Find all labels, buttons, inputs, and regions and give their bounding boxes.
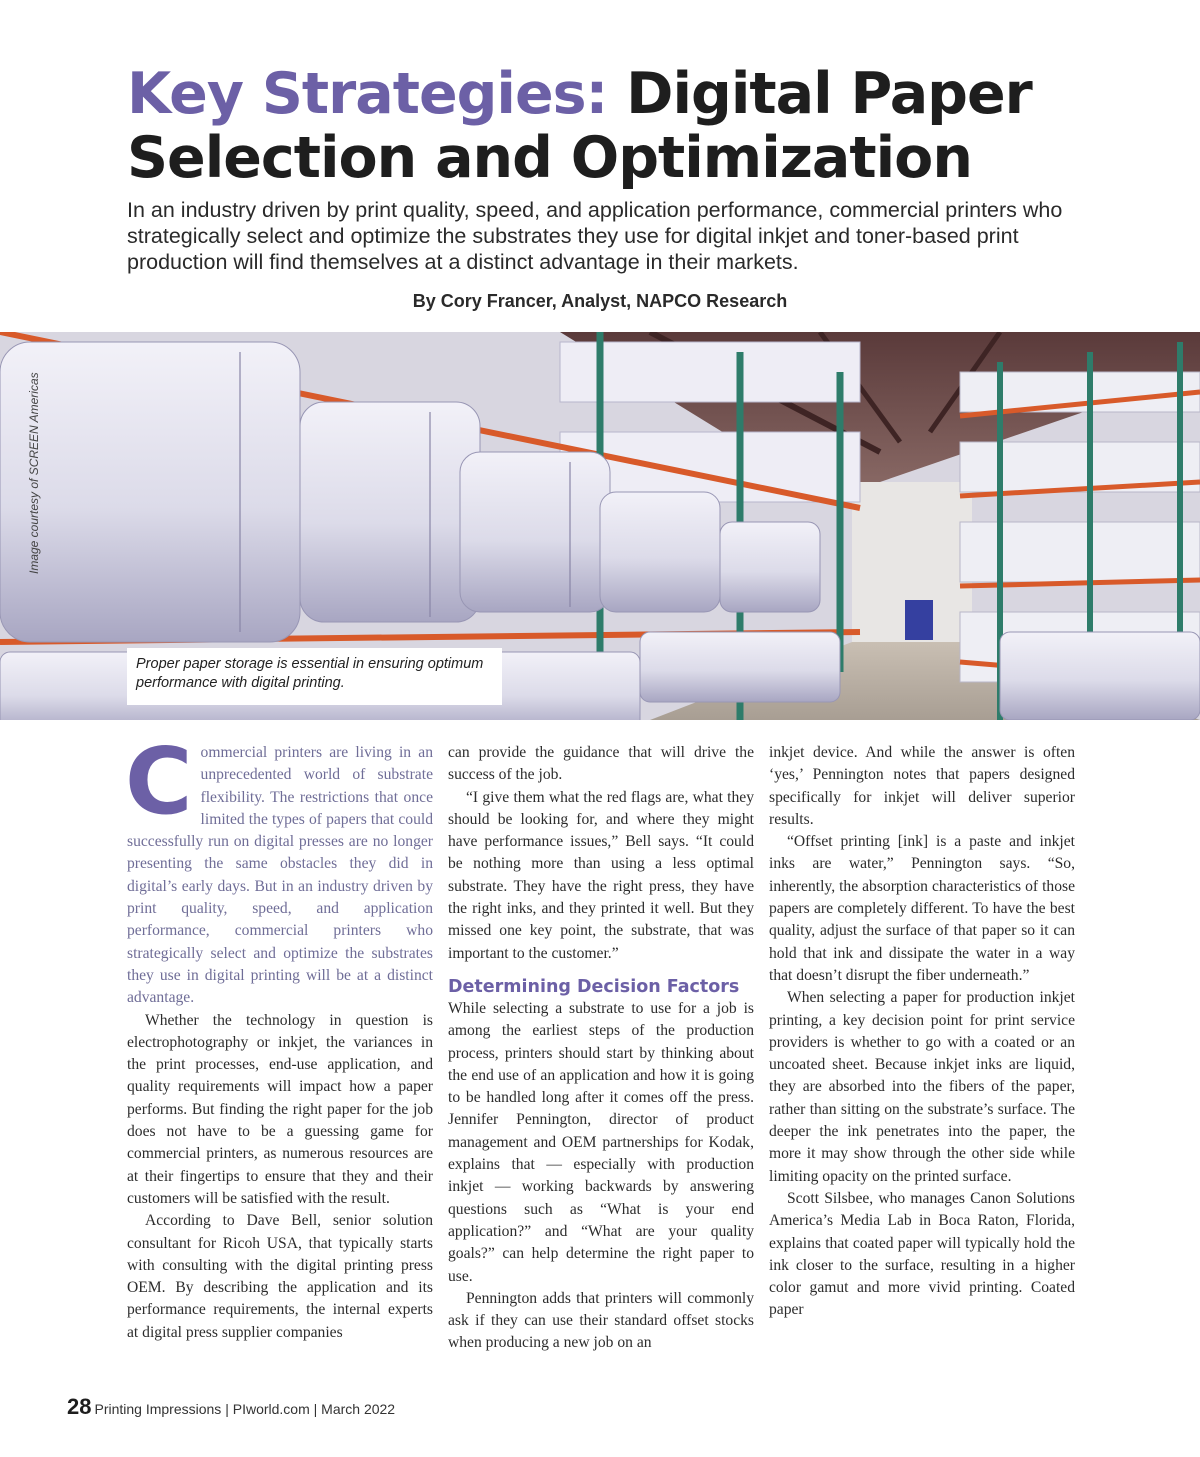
lead-text: ommercial printers are living in an unprecedented world of substrate flexibility. The restrictions that once limited the types of papers that could successfully run on digital presses are no longer presenting the same obstacles they did in digital’s early days. But in an industry driven by print quality, speed, and application performance, commercial printers who strategically select and optimize the substrates they use in digital printing will be at a distinct advantage. — [127, 744, 433, 1007]
page-footer — [67, 1394, 395, 1420]
lead-paragraph — [125, 728, 433, 1010]
body-column-2 — [448, 742, 754, 1355]
page-number: 28 — [67, 1394, 92, 1419]
body-paragraph: Scott Silsbee, who manages Canon Solutions America’s Media Lab in Boca Raton, Florida, explains that coated paper will typically hold the ink closer to the surface, resulting in a higher color gamut and more vivid printing. Coated paper — [769, 1189, 1075, 1319]
article-title — [127, 62, 1127, 190]
footer-text: Printing Impressions | PIworld.com | March 2022 — [94, 1401, 396, 1417]
section-subhead: Determining Decision Factors — [448, 976, 740, 997]
body-paragraph: According to Dave Bell, senior solution consultant for Ricoh USA, that typically starts with consulting with the digital printing press OEM. By describing the application and its performance requirements, the internal experts at digital press supplier companies — [127, 1212, 433, 1341]
body-column-1 — [125, 728, 433, 1344]
title-accent: Key Strategies: — [127, 61, 608, 127]
body-paragraph: Pennington adds that printers will commonly ask if they can use their standard offset stocks when producing a new job on an — [448, 1289, 754, 1352]
byline: By Cory Francer, Analyst, NAPCO Research — [412, 291, 788, 311]
body-paragraph: inkjet device. And while the answer is often ‘yes,’ Pennington notes that papers designed specifically for inkjet will deliver superior results. — [769, 744, 1075, 828]
body-column-3 — [769, 742, 1075, 1322]
title-main: Digital Paper Selection and Optimization — [127, 61, 1032, 191]
body-paragraph: can provide the guidance that will drive the success of the job. — [448, 744, 754, 784]
body-paragraph: “Offset printing [ink] is a paste and inkjet inks are water,” Pennington says. “So, inherently, the absorption characteristics of those papers are completely different. To have the best quality, adjust the surface of that paper so it can hold that ink and dissipate the water in a way that doesn’t disrupt the fiber underneath.” — [769, 833, 1075, 984]
body-paragraph: “I give them what the red flags are, what they should be looking for, and where they might have performance issues,” Bell says. “It could be nothing more than using a less optimal substrate. They have the right press, they have the right inks, and they printed it well. But they missed one key point, the substrate, that was important to the customer.” — [448, 788, 754, 962]
body-paragraph: While selecting a substrate to use for a job is among the earliest steps of the production process, printers should start by thinking about the end use of an application and how it is going to be handled long after it comes off the press. Jennifer Pennington, director of product management and OEM partnerships for Kodak, explains that — especially with production inkjet — working backwards by answering questions such as “What is your end application?” and “What are your quality goals?” can help determine the right paper to use. — [448, 999, 754, 1285]
drop-cap: C — [125, 728, 193, 835]
article-deck: In an industry driven by print quality, speed, and application performance, commercial printers who strategically select and optimize the substrates they use for digital inkjet and toner-based print production will find themselves at a distinct advantage in their markets. — [127, 198, 1063, 274]
photo-caption: Proper paper storage is essential in ensuring optimum performance with digital printing. — [127, 648, 502, 705]
photo-credit: Image courtesy of SCREEN Americas — [27, 372, 41, 574]
body-paragraph: Whether the technology in question is electrophotography or inkjet, the variances in the print processes, end-use application, and quality requirements will impact how a paper performs. But finding the right paper for the job does not have to be a guessing game for commercial printers, as numerous resources are at their fingertips to ensure that they and their customers will be satisfied with the result. — [127, 1011, 433, 1207]
body-paragraph: When selecting a paper for production inkjet printing, a key decision point for print service providers is whether to go with a coated or an uncoated sheet. Because inkjet inks are liquid, they are absorbed into the fibers of the paper, rather than sitting on the substrate’s surface. The deeper the ink penetrates into the paper, the more it may show through the other side while limiting opacity on the printed surface. — [769, 989, 1075, 1185]
